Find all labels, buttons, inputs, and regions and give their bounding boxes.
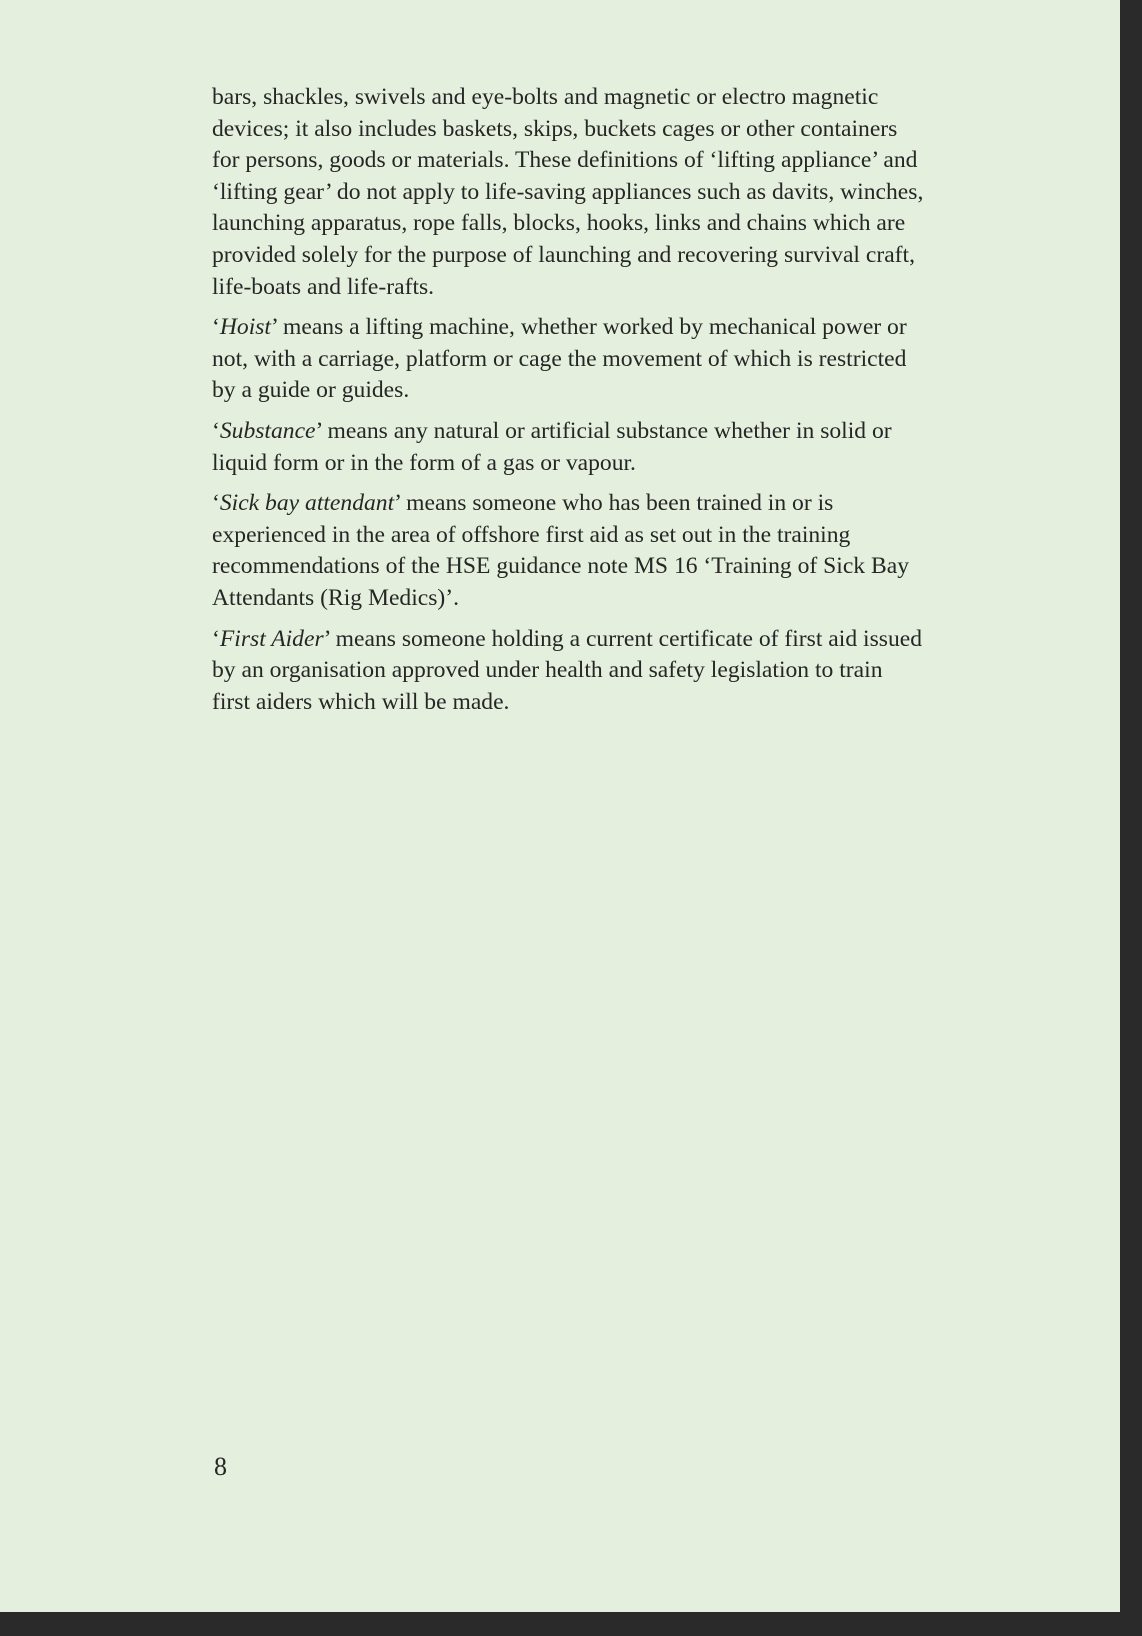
text-line: ‘lifting gear’ do not apply to life-saving appliances such as davits, winches,: [212, 178, 924, 205]
defined-term-first-aider: First Aider: [219, 625, 324, 652]
paragraph-substance-definition: [212, 416, 1052, 479]
scan-border-bottom: [0, 1612, 1142, 1636]
text-line: provided solely for the purpose of launching and recovering survival craft,: [212, 241, 915, 268]
definitions-text: [212, 82, 1052, 727]
text-line: Attendants (Rig Medics)’.: [212, 584, 460, 611]
paragraph-sick-bay-attendant-definition: [212, 488, 1052, 614]
page-number: 8: [214, 1452, 227, 1481]
defined-term-substance: Substance: [219, 417, 316, 444]
text-line: experienced in the area of offshore first aid as set out in the training: [212, 521, 851, 548]
paragraph-first-aider-definition: [212, 624, 1052, 719]
text-line: bars, shackles, swivels and eye-bolts and magnetic or electro magnetic: [212, 84, 879, 110]
open-quote: ‘: [212, 314, 220, 341]
text-line: ’ means someone holding a current certificate of first aid issued: [323, 625, 923, 652]
paragraph-lifting-gear-definition: [212, 82, 1052, 303]
defined-term-hoist: Hoist: [219, 314, 271, 341]
scan-border-right: [1120, 0, 1142, 1636]
text-line: devices; it also includes baskets, skips, buckets cages or other containers: [212, 115, 898, 142]
text-line: recommendations of the HSE guidance note MS 16 ‘Training of Sick Bay: [212, 553, 910, 580]
text-line: by a guide or guides.: [212, 377, 410, 404]
text-line: ’ means any natural or artificial substance whether in solid or: [315, 417, 892, 444]
text-line: ’ means someone who has been trained in or is: [394, 490, 834, 517]
text-line: by an organisation approved under health and safety legislation to train: [212, 657, 883, 684]
text-line: not, with a carriage, platform or cage the movement of which is restricted: [212, 345, 907, 372]
paragraph-hoist-definition: [212, 312, 1052, 407]
open-quote: ‘: [212, 417, 220, 444]
text-line: life-boats and life-rafts.: [212, 273, 435, 300]
text-line: first aiders which will be made.: [212, 688, 510, 715]
defined-term-sick-bay-attendant: Sick bay attendant: [219, 490, 395, 517]
text-line: liquid form or in the form of a gas or vapour.: [212, 449, 636, 476]
text-line: launching apparatus, rope falls, blocks, hooks, links and chains which are: [212, 210, 906, 237]
text-line: ’ means a lifting machine, whether worked by mechanical power or: [271, 314, 907, 341]
open-quote: ‘: [212, 625, 220, 652]
open-quote: ‘: [212, 490, 220, 517]
text-line: for persons, goods or materials. These definitions of ‘lifting appliance’ and: [212, 147, 918, 174]
